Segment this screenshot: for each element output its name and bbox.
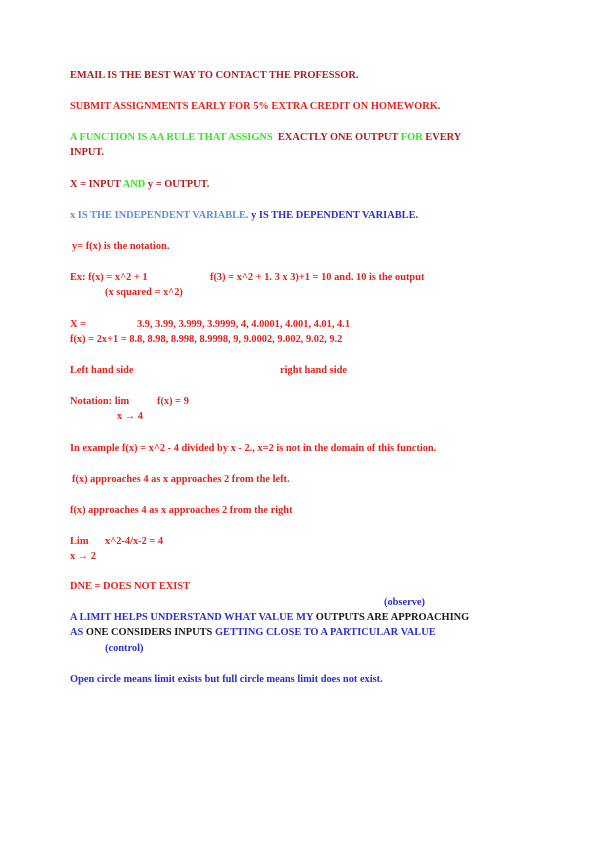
limit-definition-c: AS: [70, 627, 86, 638]
notation-line: y= f(x) is the notation.: [72, 241, 170, 252]
example-left: Ex: f(x) = x^2 + 1: [70, 272, 148, 283]
approach-left: f(x) approaches 4 as x approaches 2 from the left.: [72, 474, 290, 485]
notation-lim: Notation: lim: [70, 396, 130, 407]
function-definition-line1: [70, 131, 461, 145]
function-definition-part1: A FUNCTION IS AA RULE THAT ASSIGNS: [70, 132, 276, 143]
lim2-expression: x^2-4/x-2 = 4: [105, 536, 164, 547]
observe-note: (observe): [384, 597, 425, 608]
limit-definition-e: GETTING CLOSE TO A PARTICULAR: [214, 627, 401, 638]
notation-fx: f(x) = 9: [157, 396, 189, 407]
limit-definition-f: VALUE: [400, 627, 436, 638]
note-submit: SUBMIT ASSIGNMENTS EARLY FOR 5% EXTRA CREDIT ON HOMEWORK.: [70, 101, 441, 112]
function-definition-every: EVERY: [422, 132, 462, 143]
limit-definition-b: OUTPUTS ARE APPROACHING: [315, 612, 470, 623]
example2: In example f(x) = x^2 - 4 divided by x - 2., x=2 is not in the domain of this function.: [70, 443, 437, 454]
example-sub: (x squared = x^2): [105, 287, 183, 298]
function-definition-for: FOR: [400, 132, 423, 143]
note-email: EMAIL IS THE BEST WAY TO CONTACT THE PROFESSOR.: [70, 70, 359, 81]
limit-definition-a: A LIMIT HELPS UNDERSTAND WHAT VALUE MY: [70, 612, 316, 623]
dne-line: DNE = DOES NOT EXIST: [70, 581, 191, 592]
output-label: y = OUTPUT.: [145, 179, 210, 190]
lim2-x-to: x → 2: [70, 551, 96, 562]
circle-note: Open circle means limit exists but full circle means limit does not exist.: [70, 674, 383, 685]
independent-variable: x IS THE INDEPENDENT VARIABLE.: [70, 210, 249, 221]
table-fx-row: f(x) = 2x+1 = 8.8, 8.98, 8.998, 8.9998, 9, 9.0002, 9.002, 9.02, 9.2: [70, 334, 343, 345]
limit-definition-line2: [70, 626, 436, 640]
input-label: X = INPUT: [70, 179, 123, 190]
left-hand-side: Left hand side: [70, 365, 134, 376]
function-definition-part2: EXACTLY ONE OUTPUT: [275, 132, 401, 143]
lim2-lim: Lim: [70, 536, 89, 547]
variables-line: [70, 209, 418, 223]
input-output-line: [70, 178, 209, 192]
dependent-variable: y IS THE DEPENDENT VARIABLE.: [248, 210, 419, 221]
example-right: f(3) = x^2 + 1. 3 x 3)+1 = 10 and. 10 is the output: [210, 272, 425, 283]
limit-definition-line1: [70, 611, 469, 625]
table-x-values: 3.9, 3.99, 3.999, 3.9999, 4, 4.0001, 4.001, 4.01, 4.1: [137, 319, 351, 330]
and-word: AND: [122, 179, 146, 190]
limit-definition-d: ONE CONSIDERS INPUTS: [85, 627, 215, 638]
control-note: (control): [105, 643, 144, 654]
notation-x-to: x → 4: [117, 411, 143, 422]
function-definition-line2: INPUT.: [70, 147, 105, 158]
approach-right: f(x) approaches 4 as x approaches 2 from the right: [70, 505, 293, 516]
table-x-label: X =: [70, 319, 87, 330]
right-hand-side: right hand side: [280, 365, 347, 376]
